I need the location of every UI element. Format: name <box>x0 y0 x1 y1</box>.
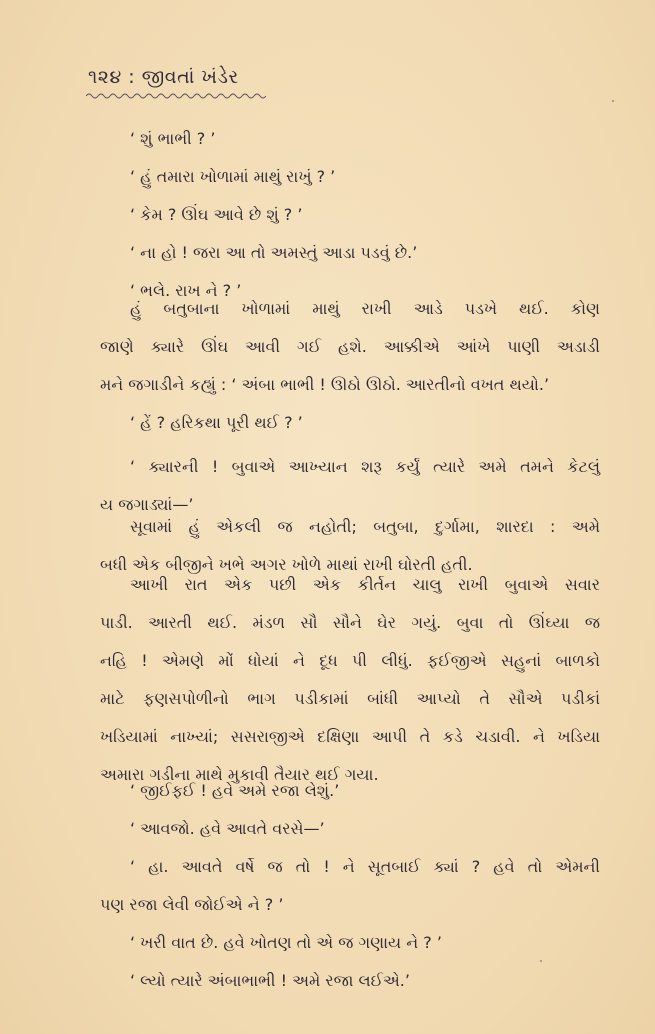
text-line: ય જગાડ્યાં—’ <box>100 495 194 514</box>
text-line: જાણે ક્યારે ઊંઘ આવી ગઈ હશે. આક્કીએ આંખે પાણી અડાડી <box>100 337 600 356</box>
text-line: સૂવામાં હું એકલી જ નહોતી; બતુબા, દુર્ગામા, શારદા : અમે <box>130 517 600 536</box>
dialogue-line: ‘ હેં ? હરિકથા પૂરી થઈ ? ’ <box>130 413 303 432</box>
text-line: નહિ ! એમણે મોં ધોયાં ને દૂધ પી લીધું. ફઈજીએ સહુનાં બાળકો <box>100 651 600 670</box>
dialogue-line: ‘ શું ભાભી ? ’ <box>130 129 216 148</box>
text-line: અમારા ગડીના માથે મુકાવી તૈયાર થઈ ગયા. <box>100 765 379 784</box>
paper-speck <box>540 960 542 962</box>
text-line: માટે ફણસપોળીનો ભાગ પડીકામાં બાંધી આપ્યો તે સૌએ પડીકાં <box>100 689 600 708</box>
text-line: બધી એક બીજીને ખભે અગર ખોળે માથાં રાખી ઘોરતી હતી. <box>100 555 473 574</box>
dialogue-line: ‘ જીઈફઈ ! હવે અમે રજા લેશું.’ <box>130 781 340 800</box>
text-line: પણ રજા લેવી જોઈએ ને ? ’ <box>100 895 284 914</box>
dialogue-line: ‘ કેમ ? ઊંઘ આવે છે શું ? ’ <box>130 205 303 224</box>
dialogue-line: ‘ ખરી વાત છે. હવે ખોતણ તો એ જ ગણાય ને ? ’ <box>130 933 442 952</box>
paragraph <box>100 848 600 924</box>
text-line: પાડી. આરતી થઈ. મંડળ સૌ સૌને ઘેર ગયું. બુવા તો ઊંઘ્યા જ <box>100 613 600 632</box>
running-header: ૧૨૪ : જીવતાં ખંડેર <box>88 66 239 88</box>
dialogue-line: ‘ ના હો ! જરા આ તો અમસ્તું આડા પડવું છે.’ <box>130 243 418 262</box>
text-line: હું બતુબાના ખોળામાં માથું રાખી આડે પડખે થઈ. કોણ <box>130 299 600 318</box>
dialogue-line: ‘ આવજો. હવે આવતે વરસે—’ <box>130 819 325 838</box>
header-wavy-rule <box>86 92 266 100</box>
text-line: મને જગાડીને કહ્યું : ‘ અંબા ભાભી ! ઊઠો ઊઠો. આરતીનો વખત થયો.’ <box>100 375 550 394</box>
dialogue-line: ‘ લ્યો ત્યારે અંબાભાભી ! અમે રજા લઈએ.’ <box>130 971 410 990</box>
dialogue-line: ‘ હું તમારા ખોળામાં માથું રાખું ? ’ <box>130 167 336 186</box>
paragraph <box>100 566 600 794</box>
text-line: ખડિયામાં નાખ્યાં; સસરાજીએ દક્ષિણા આપી તે કડે ચડાવી. ને ખડિયા <box>100 727 600 746</box>
text-line: ‘ હા. આવતે વર્ષે જ તો ! ને સૂતબાઈ ક્યાં ? હવે તો એમની <box>130 857 600 876</box>
text-line: આખી રાત એક પછી એક કીર્તન ચાલુ રાખી બુવાએ સવાર <box>130 575 600 594</box>
paper-speck <box>612 100 614 102</box>
dialogue-line: ‘ ભલે. રાખ ને ? ’ <box>130 281 242 300</box>
text-line: ‘ ક્યારની ! બુવાએ આખ્યાન શરૂ કર્યું ત્યારે અમે તમને કેટલું <box>130 457 600 476</box>
paragraph <box>100 290 600 404</box>
